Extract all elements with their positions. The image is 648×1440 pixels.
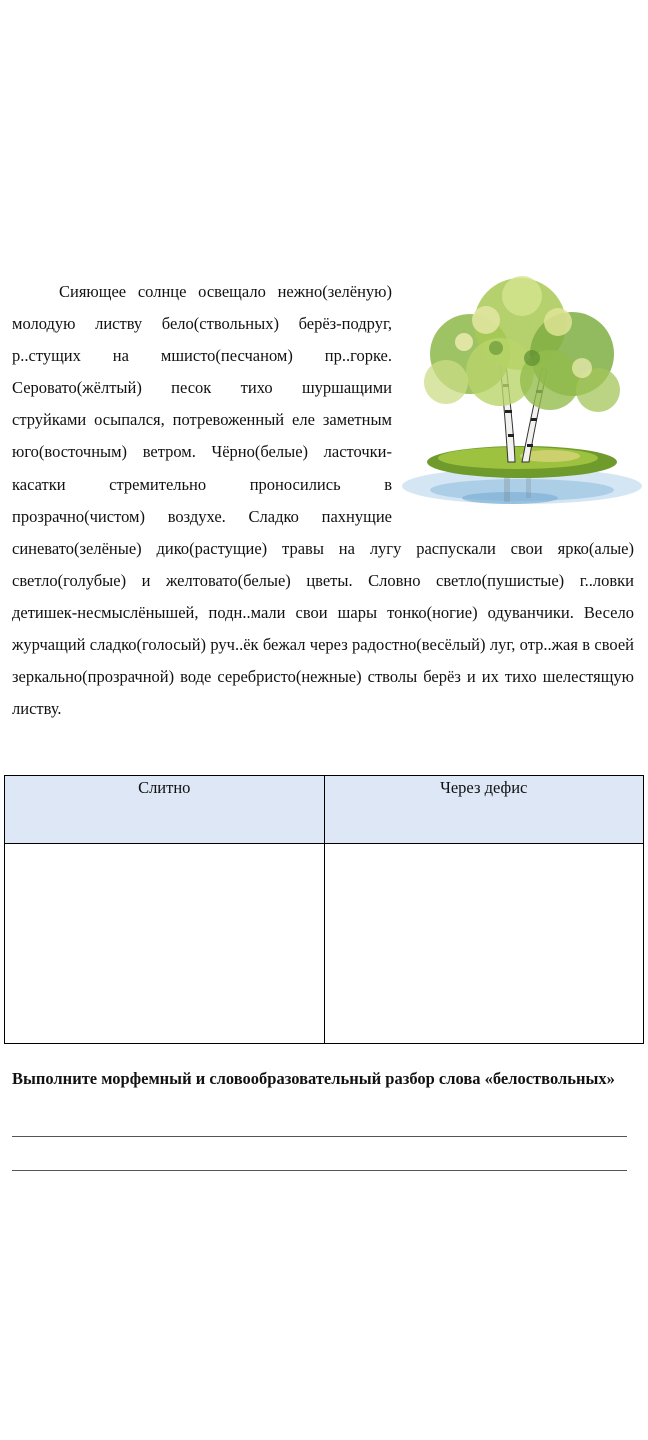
table-header-row bbox=[5, 776, 644, 844]
column-header-together: Слитно bbox=[5, 776, 325, 844]
table-row bbox=[5, 844, 644, 1044]
passage-text: Сияющее солнце освещало нежно(зелёную) молодую листву бело(ствольных) берёз-подруг, р..стущих на мшисто(песчаном) пр..горке. Серовато(жёлтый) песок тихо шуршащими струйками осыпался, потревоженный еле заметным юго(восточным) ветром. Чёрно(белые) ласточки-касатки стремительно проносились в прозрачно(чистом) воздухе. Сладко пахнущие синевато(зелёные) дико(растущие) травы на лугу распускали свои ярко(алые) светло(голубые) и желтовато(белые) цветы. Словно светло(пушистые) г..ловки детишек-несмыслёнышей, подн..мали свои шары тонко(ногие) одуванчики. Весело журчащий сладко(голосый) руч..ёк бежал через радостно(весёлый) луг, отр..жая в своей зеркально(прозрачной) воде серебристо(нежные) стволы берёз и их тихо шелестящую листву. bbox=[12, 282, 634, 719]
answer-cell-hyphenated[interactable] bbox=[324, 844, 644, 1044]
answer-line[interactable] bbox=[12, 1170, 627, 1171]
birch-tree-illustration bbox=[400, 272, 644, 522]
answer-cell-together[interactable] bbox=[5, 844, 325, 1044]
text-block bbox=[12, 276, 634, 725]
task-instruction: Выполните морфемный и словообразовательный разбор слова «белоствольных» bbox=[12, 1069, 615, 1088]
answer-table bbox=[4, 775, 644, 1044]
answer-line[interactable] bbox=[12, 1136, 627, 1137]
column-header-hyphenated: Через дефис bbox=[324, 776, 644, 844]
